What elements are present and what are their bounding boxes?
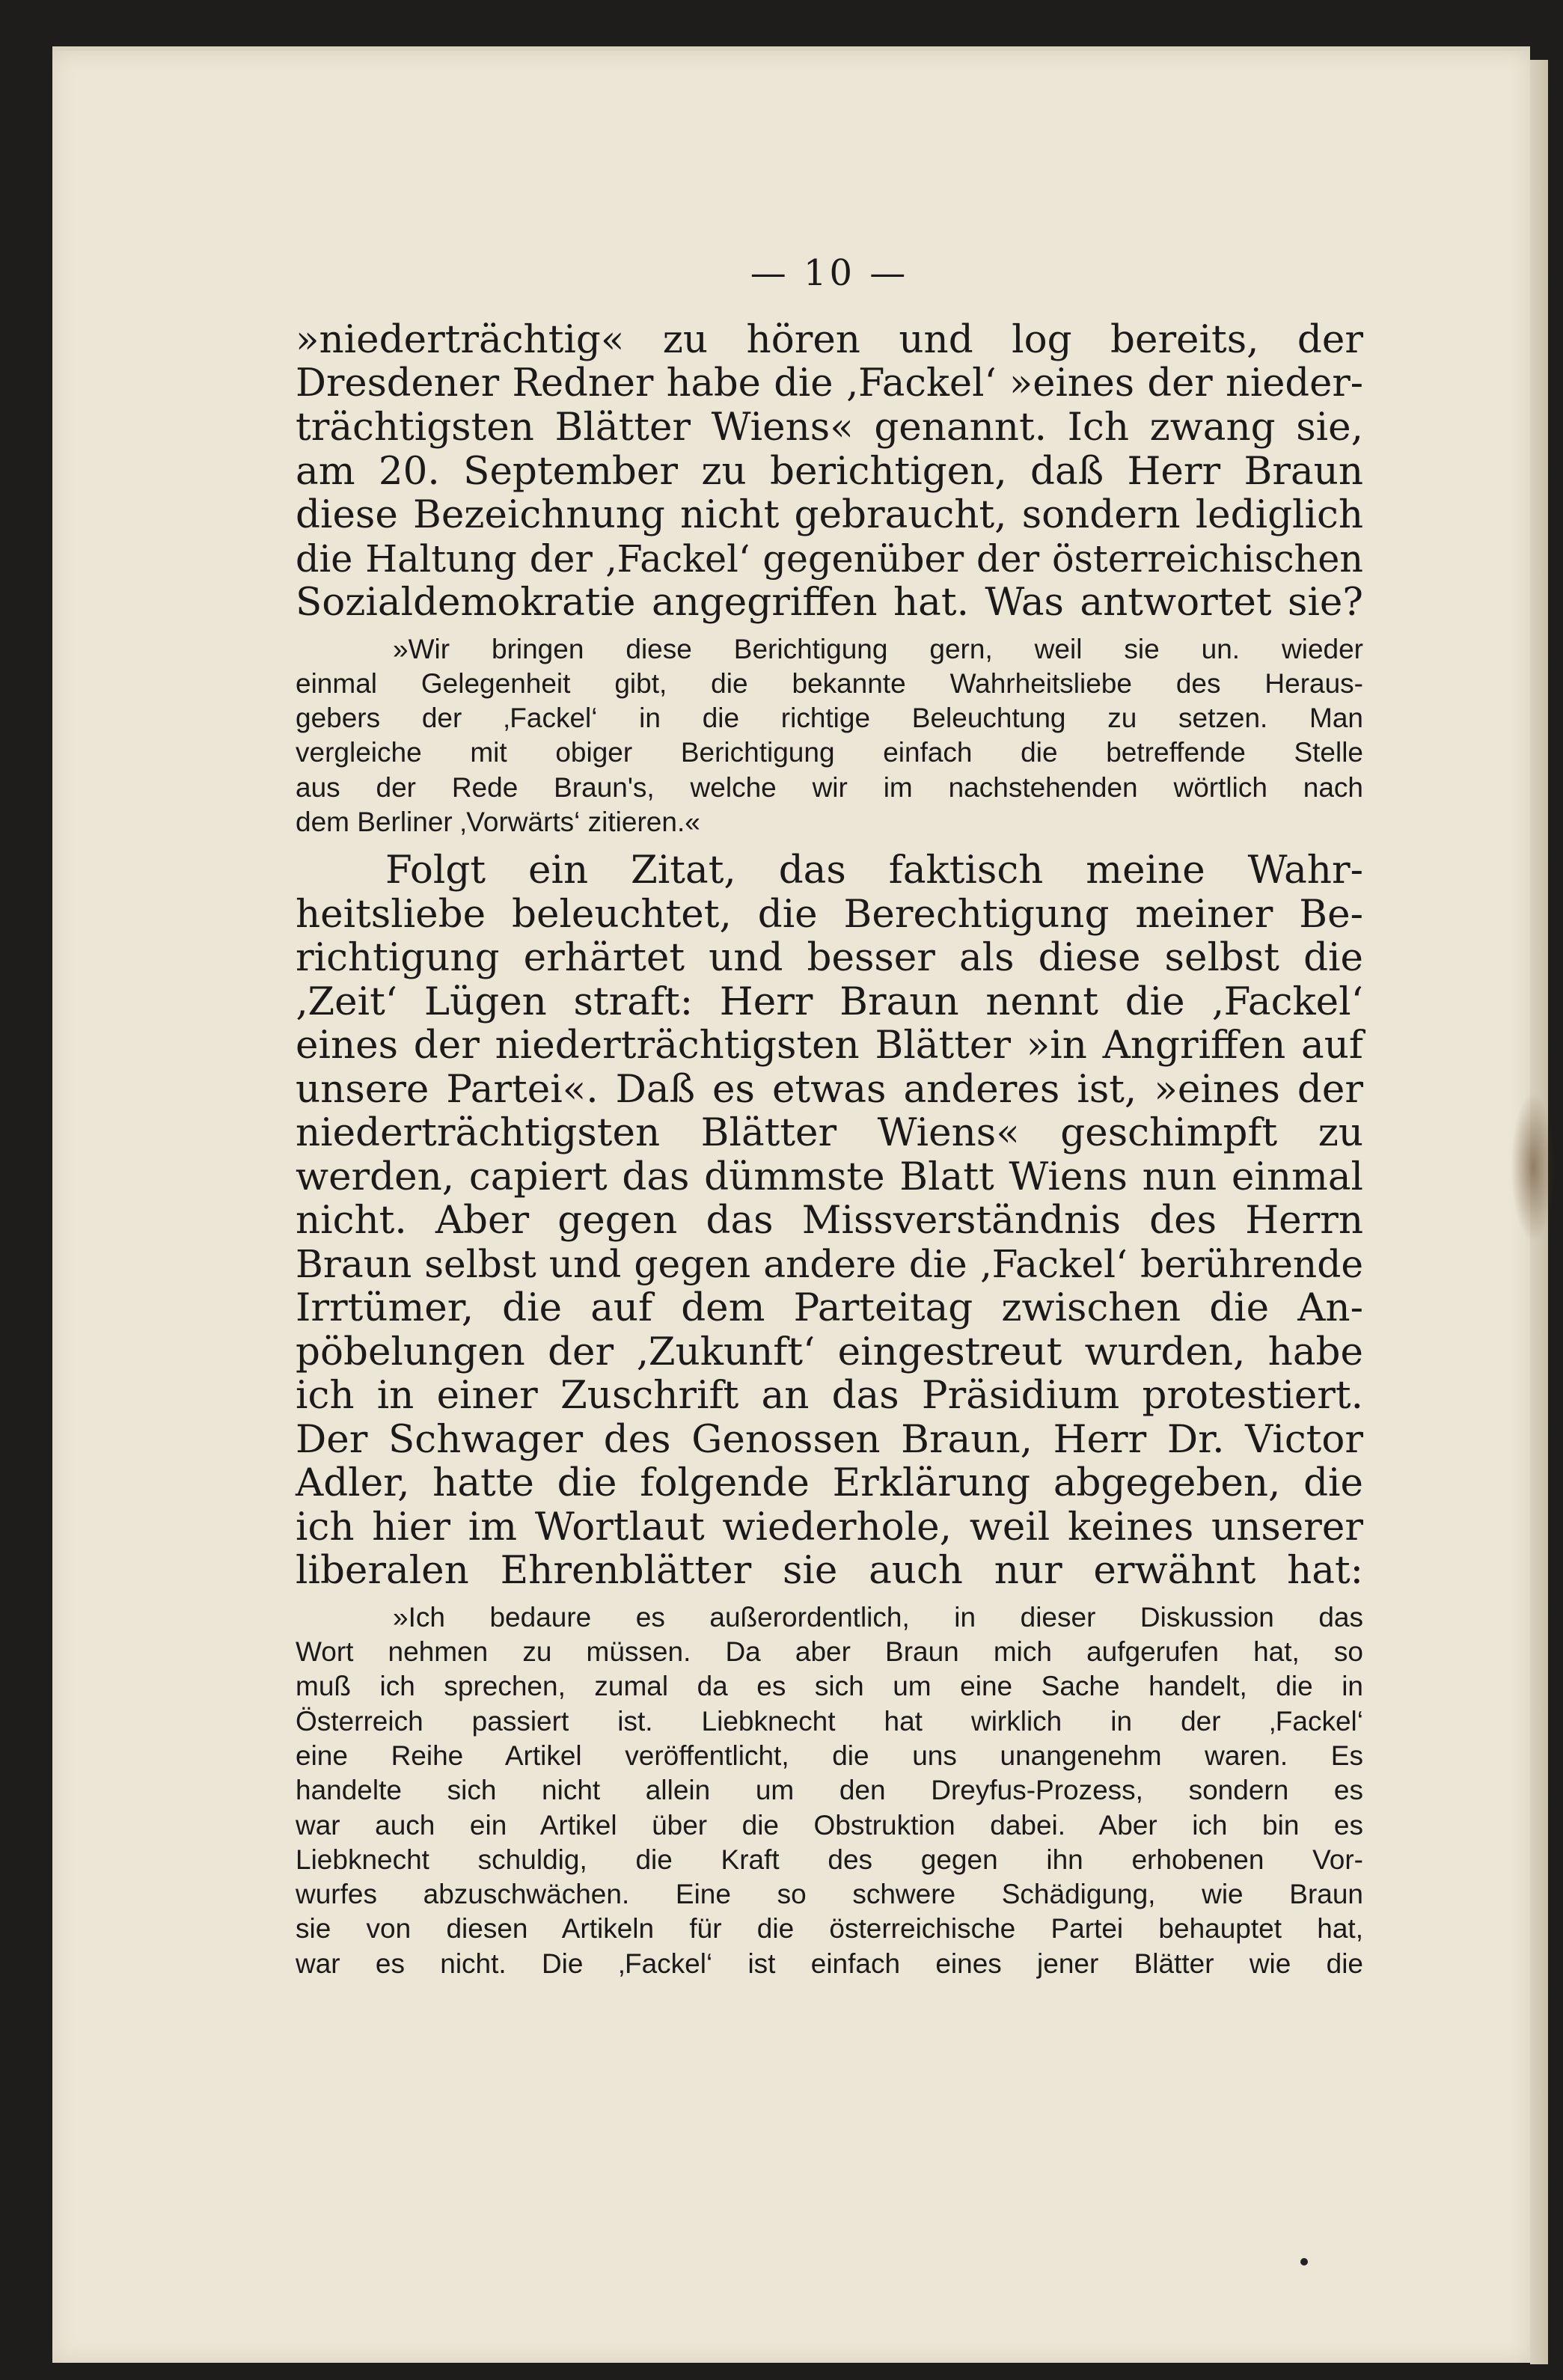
text-line: heitsliebe beleuchtet, die Berechtigung meiner Be- xyxy=(296,891,1363,937)
text-line: Dresdener Redner habe die ‚Fackel‘ »eines der nieder- xyxy=(296,361,1363,406)
text-line: trächtigsten Blätter Wiens« genannt. Ich zwang sie, xyxy=(296,405,1363,450)
quote-line: sie von diesen Artikeln für die österreichische Partei behauptet hat, xyxy=(296,1913,1363,1945)
quote-line: muß ich sprechen, zumal da es sich um eine Sache handelt, die in xyxy=(296,1671,1363,1702)
quote-line: gebers der ‚Fackel‘ in die richtige Beleuchtung zu setzen. Man xyxy=(296,703,1363,734)
text-line: diese Bezeichnung nicht gebraucht, sondern lediglich xyxy=(296,492,1363,537)
text-line: Folgt ein Zitat, das faktisch meine Wahr- xyxy=(385,848,1363,893)
page-number: — 10 — xyxy=(750,252,909,294)
quote-line: »Ich bedaure es außerordentlich, in dieser Diskussion das xyxy=(393,1601,1363,1633)
text-line: unsere Partei«. Daß es etwas anderes ist, »eines der xyxy=(296,1066,1363,1112)
text-line: die Haltung der ‚Fackel‘ gegenüber der österreichischen xyxy=(296,536,1363,581)
text-line: ich hier im Wortlaut wiederhole, weil keines unserer xyxy=(296,1504,1363,1550)
text-line: Sozialdemokratie angegriffen hat. Was antwortet sie? xyxy=(296,580,1363,625)
quote-line: einmal Gelegenheit gibt, die bekannte Wahrheitsliebe des Heraus- xyxy=(296,667,1363,699)
text-line: liberalen Ehrenblätter sie auch nur erwähnt hat: xyxy=(296,1548,1363,1594)
quote-line: handelte sich nicht allein um den Dreyfus-Prozess, sondern es xyxy=(296,1775,1363,1806)
text-line: »niederträchtig« zu hören und log bereits, der xyxy=(296,317,1363,362)
paragraph-1 xyxy=(296,318,1363,625)
text-line: ‚Zeit‘ Lügen straft: Herr Braun nennt die ‚Fackel‘ xyxy=(296,979,1363,1024)
quote-line: vergleiche mit obiger Berichtigung einfach die betreffende Stelle xyxy=(296,737,1363,768)
quote-line: war auch ein Artikel über die Obstruktion dabei. Aber ich bin es xyxy=(296,1809,1363,1841)
text-line: werden, capiert das dümmste Blatt Wiens nun einmal xyxy=(296,1154,1363,1199)
quote-line: wurfes abzuschwächen. Eine so schwere Schädigung, wie Braun xyxy=(296,1879,1363,1910)
quote-line: eine Reihe Artikel veröffentlicht, die uns unangenehm waren. Es xyxy=(296,1740,1363,1771)
text-line: am 20. September zu berichtigen, daß Herr Braun xyxy=(296,448,1363,494)
quote-line: »Wir bringen diese Berichtigung gern, weil sie un. wieder xyxy=(393,633,1363,664)
text-line: pöbelungen der ‚Zukunft‘ eingestreut wurden, habe xyxy=(296,1329,1363,1374)
ink-dot xyxy=(1300,2258,1308,2266)
quote-line: Österreich passiert ist. Liebknecht hat wirklich in der ‚Fackel‘ xyxy=(296,1705,1363,1737)
text-line: nicht. Aber gegen das Missverständnis des Herrn xyxy=(296,1198,1363,1243)
binding-stain xyxy=(1511,1092,1556,1242)
text-block xyxy=(296,251,1363,1990)
quote-line: war es nicht. Die ‚Fackel‘ ist einfach eines jener Blätter wie die xyxy=(296,1948,1363,1979)
text-line: Braun selbst und gegen andere die ‚Fackel‘ berührende xyxy=(296,1241,1363,1286)
text-line: ich in einer Zuschrift an das Präsidium protestiert. xyxy=(296,1373,1363,1419)
text-line: Irrtümer, die auf dem Parteitag zwischen die An- xyxy=(296,1285,1363,1331)
quote-line: Wort nehmen zu müssen. Da aber Braun mich aufgerufen hat, so xyxy=(296,1636,1363,1668)
quote-line: dem Berliner ‚Vorwärts‘ zitieren.« xyxy=(296,806,700,837)
quote-line: aus der Rede Braun's, welche wir im nachstehenden wörtlich nach xyxy=(296,771,1363,803)
text-line: richtigung erhärtet und besser als diese selbst die xyxy=(296,935,1363,981)
text-line: Der Schwager des Genossen Braun, Herr Dr. Victor xyxy=(296,1416,1363,1462)
text-line: niederträchtigsten Blätter Wiens« geschimpft zu xyxy=(296,1110,1363,1156)
text-line: Adler, hatte die folgende Erklärung abgegeben, die xyxy=(296,1460,1363,1506)
quote-zeit xyxy=(296,632,1363,840)
paragraph-2 xyxy=(296,848,1363,1593)
text-line: eines der niederträchtigsten Blätter »in Angriffen auf xyxy=(296,1023,1363,1068)
quote-line: Liebknecht schuldig, die Kraft des gegen ihn erhobenen Vor- xyxy=(296,1844,1363,1875)
quote-adler xyxy=(296,1600,1363,1981)
